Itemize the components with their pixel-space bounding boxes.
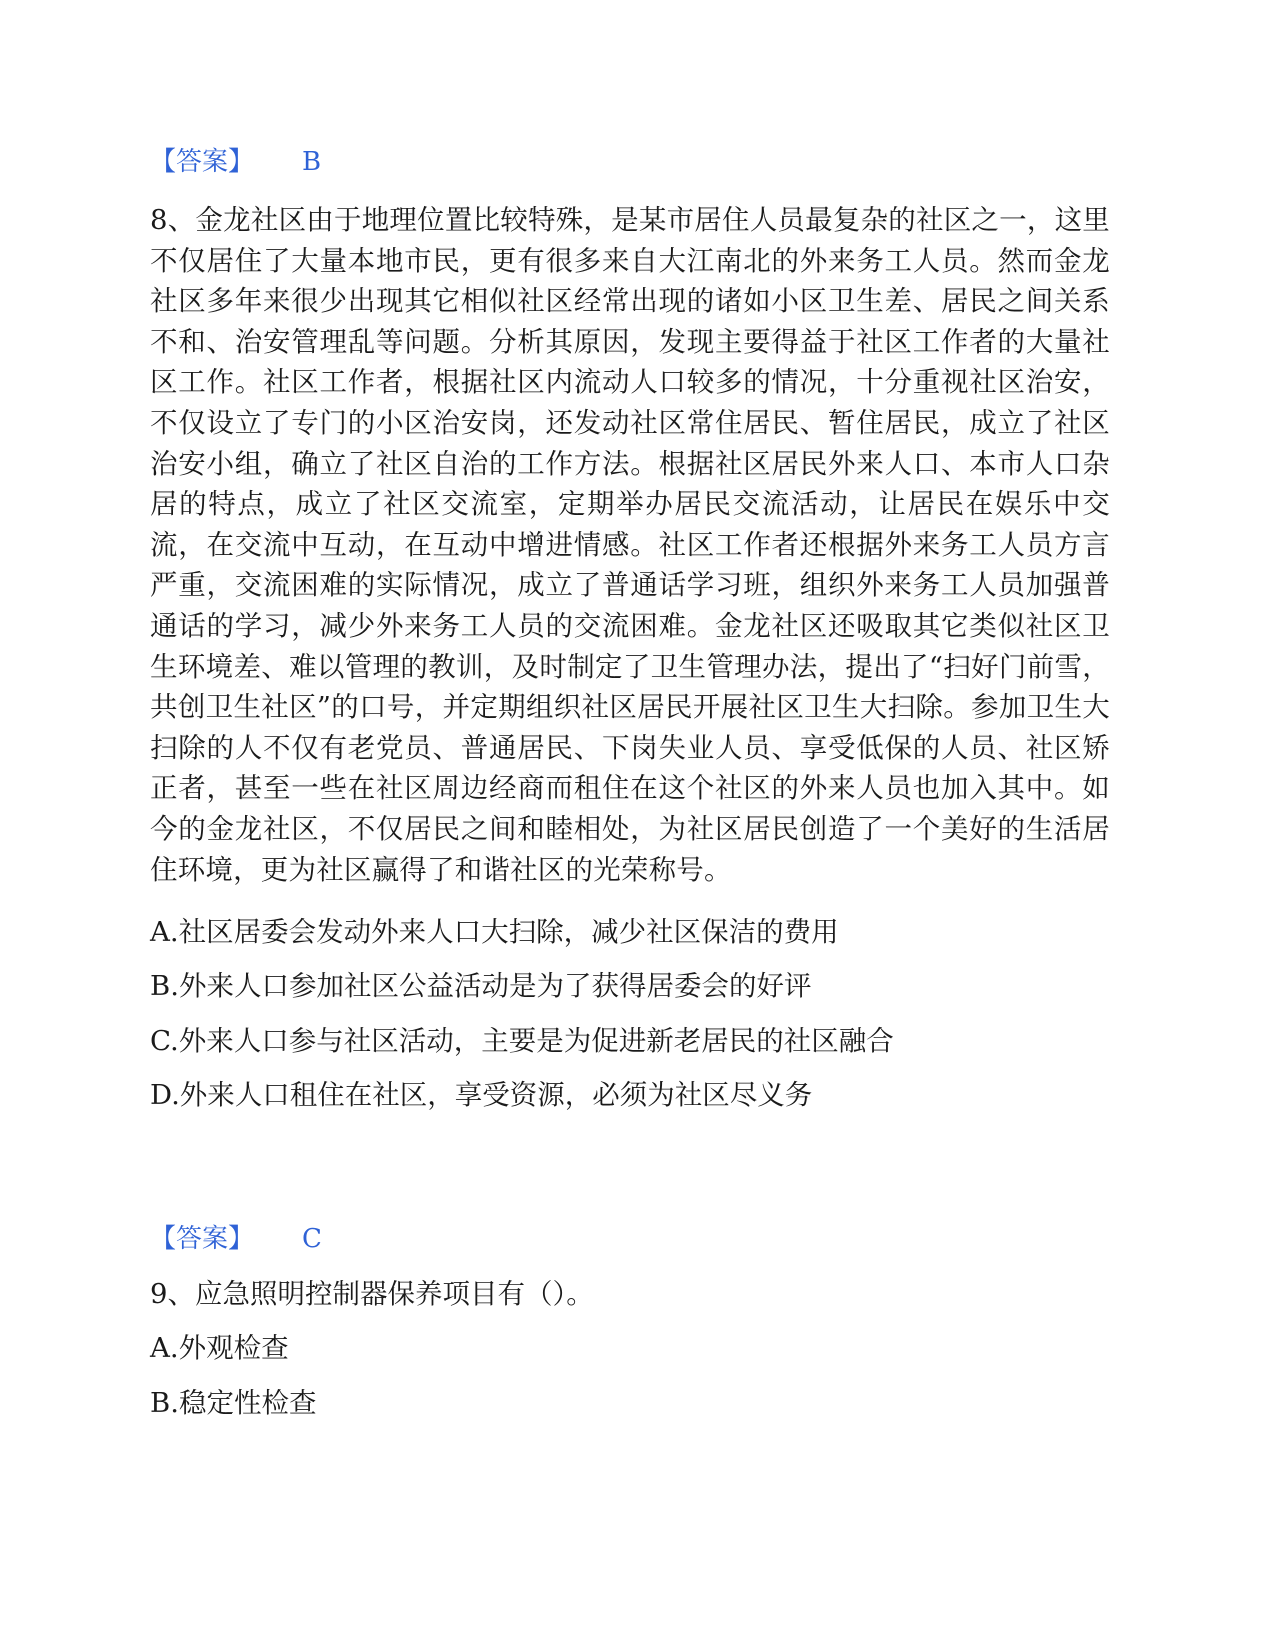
- answer-label: 【答案】: [150, 147, 255, 177]
- answer-line-q8: [150, 1222, 322, 1256]
- question-9-stem: 9、应急照明控制器保养项目有（）。: [150, 1278, 594, 1310]
- answer-value: C: [302, 1224, 322, 1254]
- question-8-option-b: B.外来人口参加社区公益活动是为了获得居委会的好评: [150, 970, 812, 1002]
- answer-label: 【答案】: [150, 1224, 255, 1254]
- question-8-stem: 8、金龙社区由于地理位置比较特殊，是某市居住人员最复杂的社区之一，这里不仅居住了大量本地市民，更有很多来自大江南北的外来务工人员。然而金龙社区多年来很少出现其它相似社区经常出现的诸如小区卫生差、居民之间关系不和、治安管理乱等问题。分析其原因，发现主要得益于社区工作者的大量社区工作。社区工作者，根据社区内流动人口较多的情况，十分重视社区治安，不仅设立了专门的小区治安岗，还发动社区常住居民、暂住居民，成立了社区治安小组，确立了社区自治的工作方法。根据社区居民外来人口、本市人口杂居的特点，成立了社区交流室，定期举办居民交流活动，让居民在娱乐中交流，在交流中互动，在互动中增进情感。社区工作者还根据外来务工人员方言严重，交流困难的实际情况，成立了普通话学习班，组织外来务工人员加强普通话的学习，减少外来务工人员的交流困难。金龙社区还吸取其它类似社区卫生环境差、难以管理的教训，及时制定了卫生管理办法，提出了“扫好门前雪，共创卫生社区”的口号，并定期组织社区居民开展社区卫生大扫除。参加卫生大扫除的人不仅有老党员、普通居民、下岗失业人员、享受低保的人员、社区矫正者，甚至一些在社区周边经商而租住在这个社区的外来人员也加入其中。如今的金龙社区，不仅居民之间和睦相处，为社区居民创造了一个美好的生活居住环境，更为社区赢得了和谐社区的光荣称号。: [150, 204, 1110, 886]
- question-9-option-b: B.稳定性检查: [150, 1387, 317, 1419]
- answer-value: B: [302, 147, 322, 177]
- question-8-option-c: C.外来人口参与社区活动，主要是为促进新老居民的社区融合: [150, 1025, 894, 1057]
- question-8-option-a: A.社区居委会发动外来人口大扫除，减少社区保洁的费用: [150, 916, 839, 948]
- question-9-option-a: A.外观检查: [150, 1332, 289, 1364]
- answer-line-q7: [150, 145, 321, 179]
- question-8-option-d: D.外来人口租住在社区，享受资源，必须为社区尽义务: [150, 1079, 813, 1111]
